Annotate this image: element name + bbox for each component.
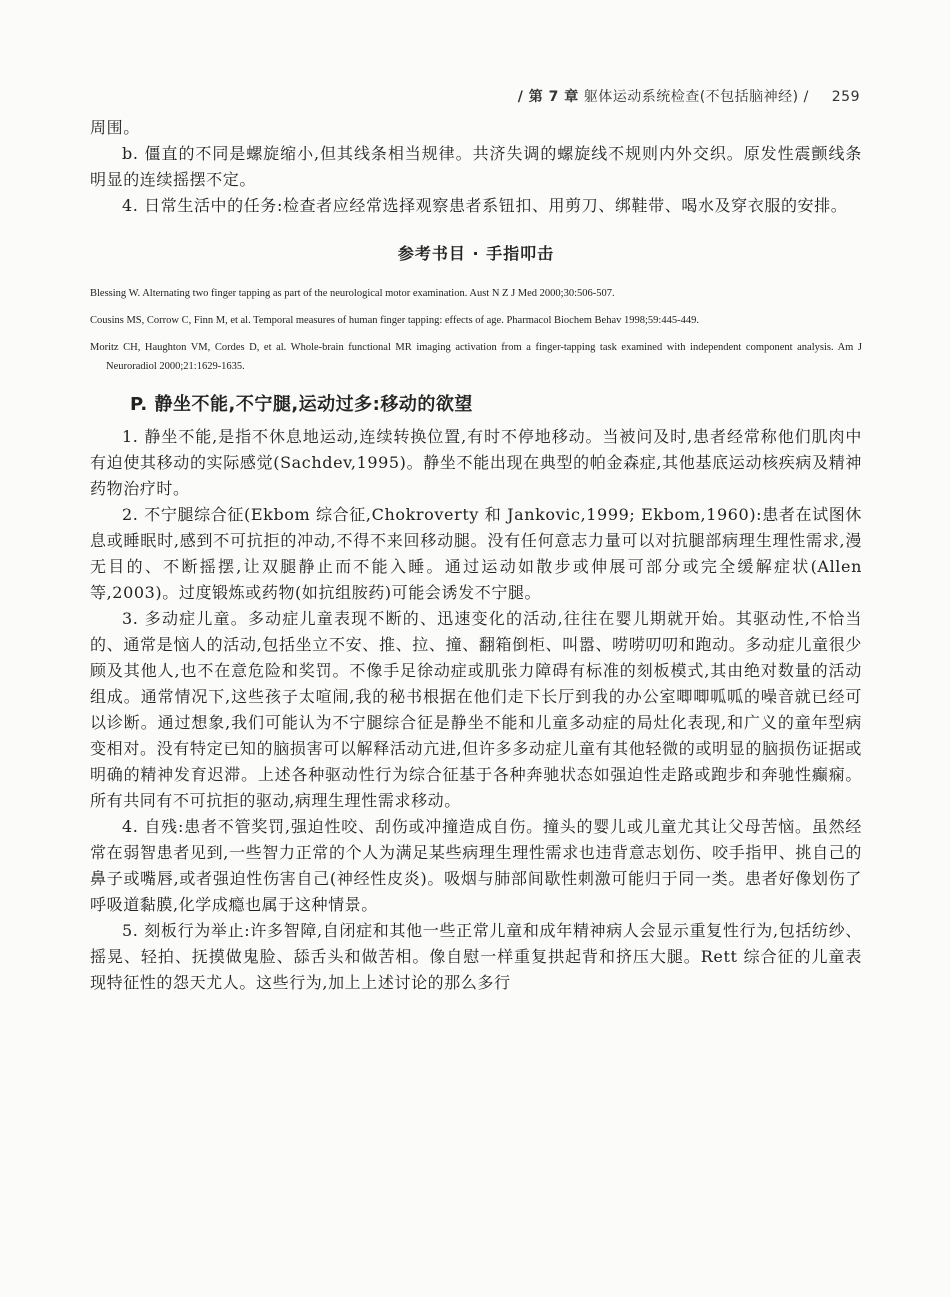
paragraph-restless-legs: 2. 不宁腿综合征(Ekbom 综合征,Chokroverty 和 Jankovic,1999; Ekbom,1960):患者在试图休息或睡眠时,感到不可抗拒的冲动,不得不来回移动腿。没有任何意志力量可以对抗腿部病理生理性需求,漫无目的、不断摇摆,让双腿静止而不能入睡。通过运动如散步或伸展可部分或完全缓解症状(Allen 等,2003)。过度锻炼或药物(如抗组胺药)可能会诱发不宁腿。 xyxy=(90,505,862,602)
paragraph-hyperactive-children: 3. 多动症儿童。多动症儿童表现不断的、迅速变化的活动,往往在婴儿期就开始。其驱动性,不恰当的、通常是恼人的活动,包括坐立不安、推、拉、撞、翻箱倒柜、叫嚣、唠唠叨叨和跑动。多动症儿童很少顾及其他人,也不在意危险和奖罚。不像手足徐动症或肌张力障碍有标准的刻板模式,其由绝对数量的活动组成。通常情况下,这些孩子太喧闹,我的秘书根据在他们走下长厅到我的办公室唧唧呱呱的噪音就已经可以诊断。通过想象,我们可能认为不宁腿综合征是静坐不能和儿童多动症的局灶化表现,和广义的童年型病变相对。没有特定已知的脑损害可以解释活动亢进,但许多多动症儿童有其他轻微的或明显的脑损伤证据或明确的精神发育迟滞。上述各种驱动性行为综合征基于各种奔驰状态如强迫性走路或跑步和奔驰性癫痫。所有共同有不可抗拒的驱动,病理生理性需求移动。 xyxy=(90,609,862,810)
references-heading: 参考书目 · 手指叩击 xyxy=(397,244,555,263)
page-number: 259 xyxy=(831,89,860,105)
chapter-label: / 第 7 章 xyxy=(517,89,579,105)
running-header xyxy=(518,86,860,106)
section-heading: P. 静坐不能,不宁腿,运动过多:移动的欲望 xyxy=(130,394,473,415)
reference-item: Moritz CH, Haughton VM, Cordes D, et al. Whole-brain functional MR imaging activation from a finger-tapping task examined with independent component analysis. Am J Neuroradiol 2000;21:1629-1635. xyxy=(90,342,862,372)
paragraph-akathisia: 1. 静坐不能,是指不休息地运动,连续转换位置,有时不停地移动。当被问及时,患者经常称他们肌肉中有迫使其移动的实际感觉(Sachdev,1995)。静坐不能出现在典型的帕金森症,其他基底运动核疾病及精神药物治疗时。 xyxy=(90,427,862,498)
paragraph-continued: 周围。 xyxy=(90,118,140,137)
paragraph-stereotypy: 5. 刻板行为举止:许多智障,自闭症和其他一些正常儿童和成年精神病人会显示重复性行为,包括纺纱、摇晃、轻拍、抚摸做鬼脸、舔舌头和做苦相。像自慰一样重复拱起背和挤压大腿。Rett 综合征的儿童表现特征性的怨天尤人。这些行为,加上上述讨论的那么多行 xyxy=(90,921,862,992)
paragraph-daily-tasks: 4. 日常生活中的任务:检查者应经常选择观察患者系钮扣、用剪刀、绑鞋带、喝水及穿衣服的安排。 xyxy=(122,196,848,215)
page-body xyxy=(90,115,862,996)
chapter-title: 躯体运动系统检查(不包括脑神经) / xyxy=(583,89,809,105)
paragraph-spiral-b: b. 僵直的不同是螺旋缩小,但其线条相当规律。共济失调的螺旋线不规则内外交织。原发性震颤线条明显的连续摇摆不定。 xyxy=(90,144,862,189)
paragraph-self-injury: 4. 自残:患者不管奖罚,强迫性咬、刮伤或冲撞造成自伤。撞头的婴儿或儿童尤其让父母苦恼。虽然经常在弱智患者见到,一些智力正常的个人为满足某些病理生理性需求也违背意志划伤、咬手指甲、挑自己的鼻子或嘴唇,或者强迫性伤害自己(神经性皮炎)。吸烟与肺部间歇性刺激可能归于同一类。患者好像划伤了呼吸道黏膜,化学成瘾也属于这种情景。 xyxy=(90,817,862,914)
reference-item: Cousins MS, Corrow C, Finn M, et al. Temporal measures of human finger tapping: effects of age. Pharmacol Biochem Behav 1998;59:445-449. xyxy=(90,315,699,326)
reference-item: Blessing W. Alternating two finger tapping as part of the neurological motor examination. Aust N Z J Med 2000;30:506-507. xyxy=(90,288,615,299)
